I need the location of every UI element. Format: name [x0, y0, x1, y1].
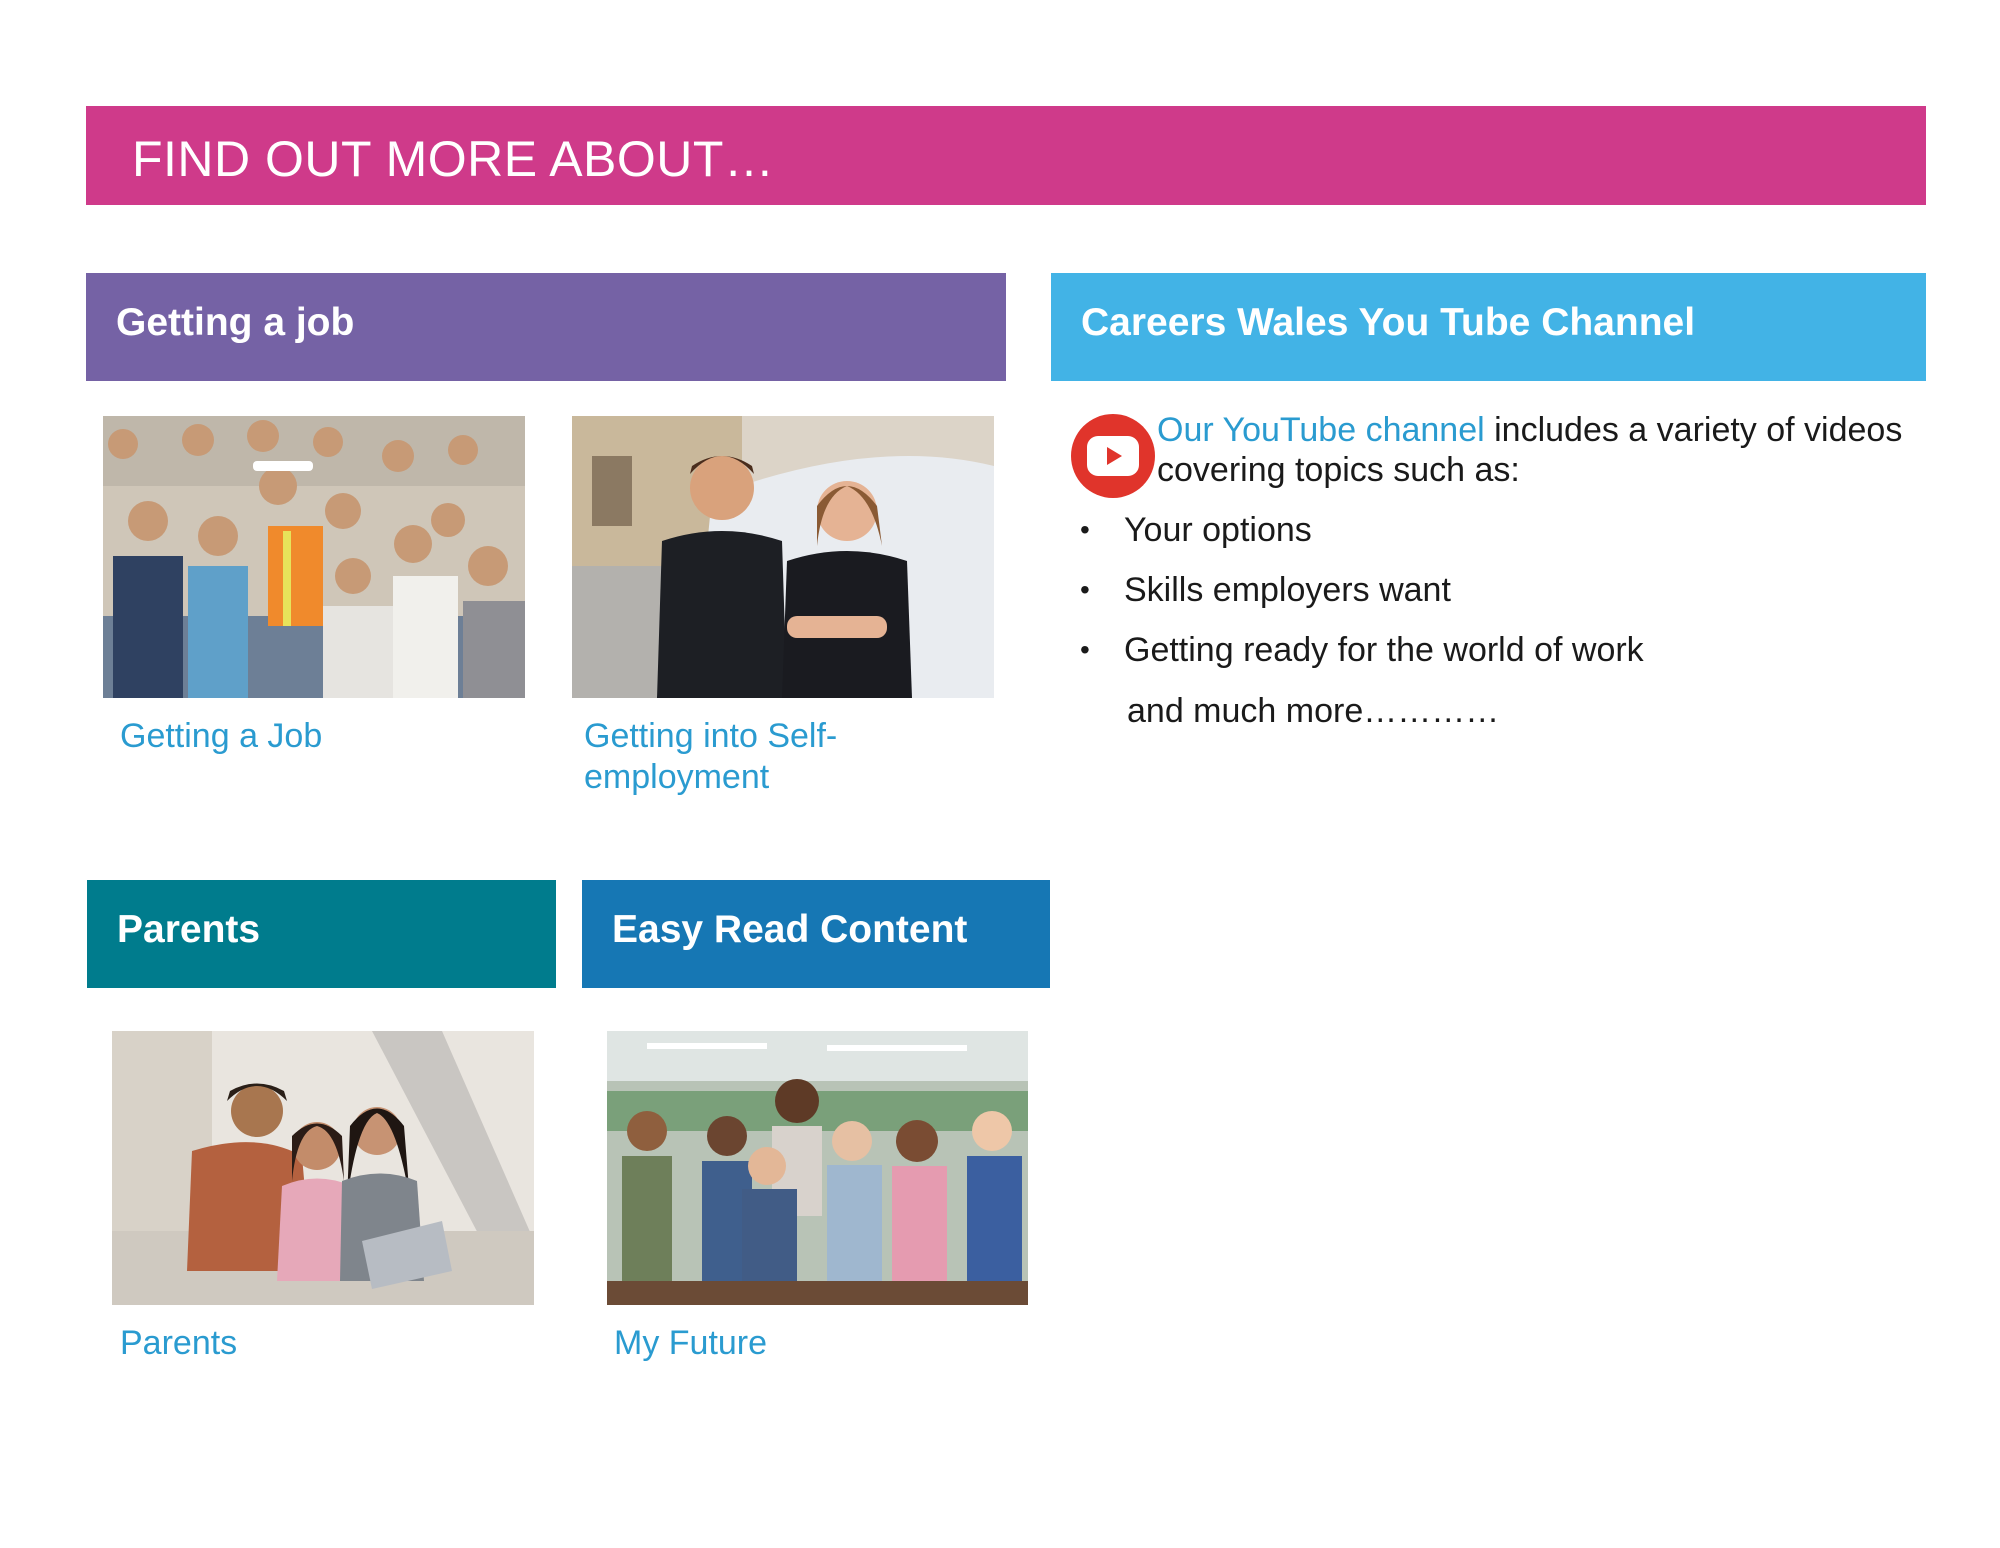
- self-employment-link-label: Getting into Self- employment: [584, 717, 838, 796]
- youtube-topics-list: [1080, 510, 1644, 690]
- parents-header: [87, 880, 556, 988]
- self-employed-couple-photo[interactable]: [572, 416, 994, 698]
- workers-group-photo[interactable]: [103, 416, 525, 698]
- family-laptop-photo[interactable]: [112, 1031, 534, 1305]
- parents-title: Parents: [117, 908, 261, 951]
- page-title: FIND OUT MORE ABOUT…: [132, 131, 775, 187]
- youtube-intro: [1157, 410, 1937, 490]
- my-future-link[interactable]: My Future: [614, 1324, 768, 1362]
- getting-a-job-header: [86, 273, 1006, 381]
- self-employment-link[interactable]: [584, 716, 837, 798]
- young-people-group-photo[interactable]: [607, 1031, 1028, 1305]
- easy-read-header: [582, 880, 1050, 988]
- getting-a-job-title: Getting a job: [116, 301, 355, 344]
- youtube-play-icon[interactable]: [1071, 414, 1155, 498]
- header-banner: [86, 106, 1926, 205]
- youtube-channel-header: [1051, 273, 1926, 381]
- parents-link[interactable]: Parents: [120, 1324, 238, 1362]
- list-item: • Your options: [1080, 511, 1312, 549]
- list-item: • Skills employers want: [1080, 571, 1451, 609]
- list-item: • Getting ready for the world of work: [1080, 631, 1644, 669]
- easy-read-title: Easy Read Content: [612, 908, 968, 951]
- youtube-channel-title: Careers Wales You Tube Channel: [1081, 301, 1696, 344]
- youtube-intro-text: includes a variety of videos covering topics such as:: [1157, 411, 1903, 489]
- getting-a-job-link[interactable]: Getting a Job: [120, 717, 323, 755]
- and-much-more-text: and much more…………: [1127, 692, 1500, 730]
- youtube-channel-link[interactable]: Our YouTube channel: [1157, 411, 1485, 449]
